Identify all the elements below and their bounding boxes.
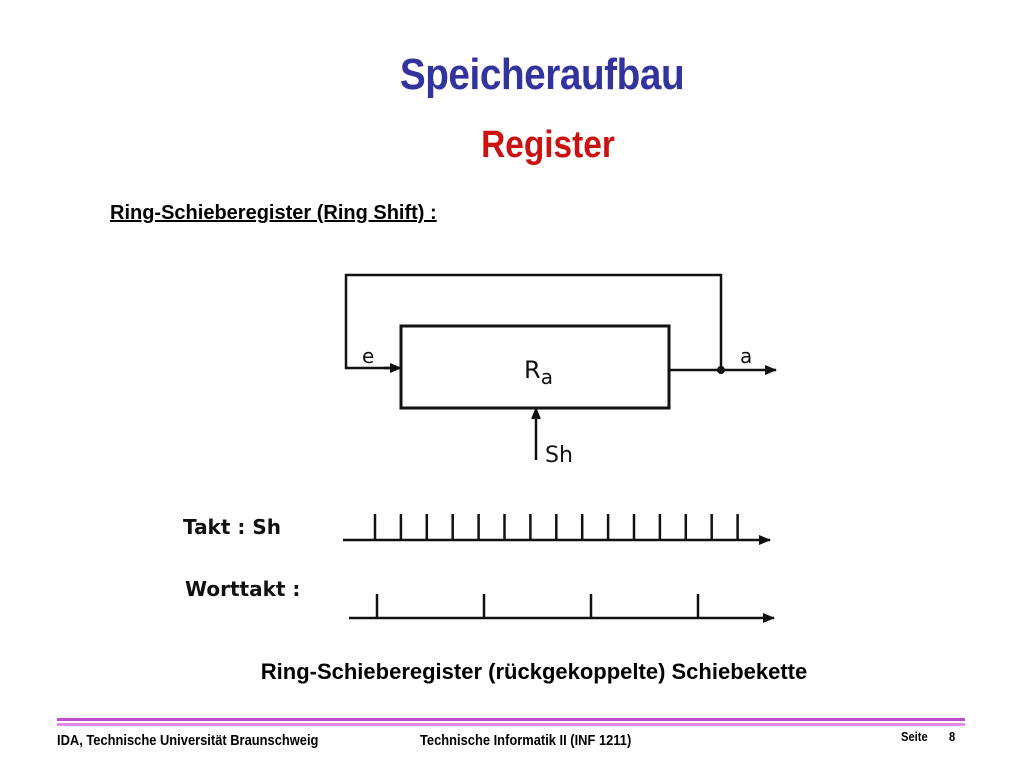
- footer-divider-top: [57, 718, 965, 721]
- register-label-main: R: [524, 356, 541, 384]
- register-label-sub: a: [540, 365, 553, 389]
- diagram-caption: Ring-Schieberegister (rückgekoppelte) Schiebekette: [260, 659, 808, 684]
- slide-title: Speicheraufbau: [399, 50, 685, 99]
- input-label: e: [362, 344, 375, 368]
- footer-course: Technische Informatik II (INF 1211): [420, 732, 632, 749]
- shift-label: Sh: [545, 443, 573, 468]
- footer-page-label: Seite: [901, 729, 928, 744]
- junction-dot: [717, 366, 725, 374]
- slide-subtitle: Register: [481, 124, 615, 166]
- takt-label: Takt : Sh: [183, 515, 281, 539]
- footer-institution: IDA, Technische Universität Braunschweig: [57, 732, 319, 749]
- worttakt-ticks: [377, 594, 698, 618]
- takt-ticks: [375, 514, 738, 540]
- worttakt-label: Worttakt :: [185, 577, 301, 601]
- output-label: a: [740, 344, 753, 368]
- footer-divider-bottom: [57, 723, 965, 726]
- register-label: [524, 356, 553, 389]
- section-heading: Ring-Schieberegister (Ring Shift) :: [110, 202, 437, 224]
- footer-page-number: 8: [949, 729, 956, 744]
